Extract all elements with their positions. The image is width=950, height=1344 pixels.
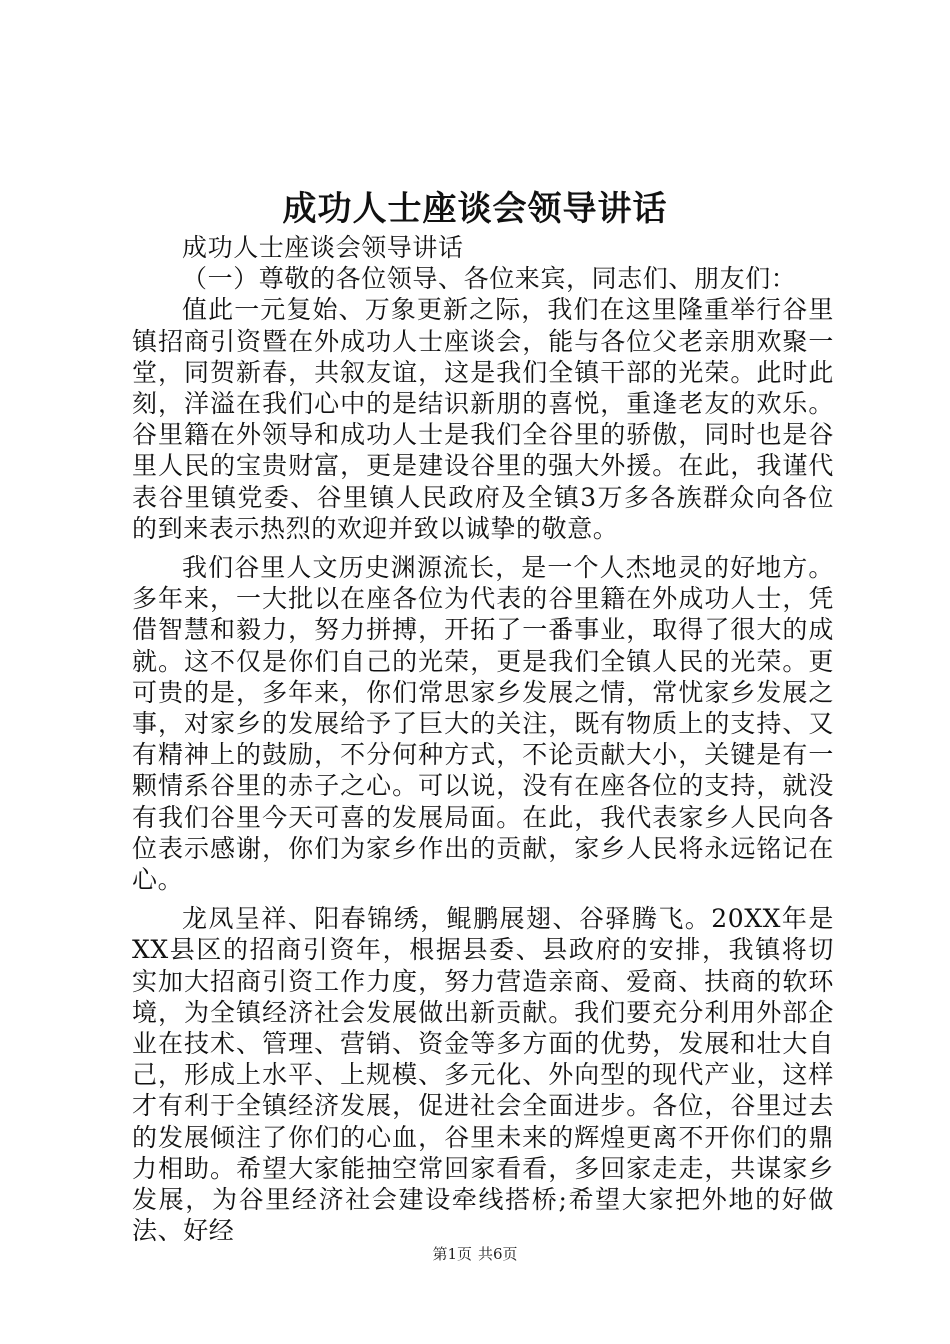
paragraph-welcome: 值此一元复始、万象更新之际，我们在这里隆重举行谷里镇招商引资暨在外成功人士座谈会，能与各位父老亲朋欢聚一堂，同贺新春，共叙友谊，这是我们全镇干部的光荣。此时此刻，洋溢在我们心中的是结识新朋的喜悦，重逢老友的欢乐。谷里籍在外领导和成功人士是我们全谷里的骄傲，同时也是谷里人民的宝贵财富，更是建设谷里的强大外援。在此，我谨代表谷里镇党委、谷里镇人民政府及全镇3万多各族群众向各位的到来表示热烈的欢迎并致以诚挚的敬意。: [132, 295, 834, 543]
page-total: 共6页: [478, 1245, 518, 1263]
document-body: [132, 232, 834, 1247]
paragraph-thanks: 我们谷里人文历史渊源流长，是一个人杰地灵的好地方。多年来，一大批以在座各位为代表的谷里籍在外成功人士，凭借智慧和毅力，努力拼搏，开拓了一番事业，取得了很大的成就。这不仅是你们自己的光荣，更是我们全镇人民的光荣。更可贵的是，多年来，你们常思家乡发展之情，常忧家乡发展之事，对家乡的发展给予了巨大的关注，既有物质上的支持、又有精神上的鼓励，不分何种方式，不论贡献大小，关键是有一颗情系谷里的赤子之心。可以说，没有在座各位的支持，就没有我们谷里今天可喜的发展局面。在此，我代表家乡人民向各位表示感谢，你们为家乡作出的贡献，家乡人民将永远铭记在心。: [132, 553, 834, 895]
paragraph-salutation: （一）尊敬的各位领导、各位来宾，同志们、朋友们：: [182, 264, 797, 294]
paragraph-outlook: 龙凤呈祥、阳春锦绣，鲲鹏展翅、谷驿腾飞。20XX年是XX县区的招商引资年，根据县委、县政府的安排，我镇将切实加大招商引资工作力度，努力营造亲商、爱商、扶商的软环境，为全镇经济社会发展做出新贡献。我们要充分利用外部企业在技术、管理、营销、资金等多方面的优势，发展和壮大自己，形成上水平、上规模、多元化、外向型的现代产业，这样才有利于全镇经济发展，促进社会全面进步。各位，谷里过去的发展倾注了你们的心血，谷里未来的辉煌更离不开你们的鼎力相助。希望大家能抽空常回家看看，多回家走走，共谋家乡发展，为谷里经济社会建设牵线搭桥;希望大家把外地的好做法、好经: [132, 904, 834, 1246]
page-footer: [0, 1244, 950, 1264]
page-number: 第1页: [432, 1245, 472, 1263]
paragraph-subtitle: 成功人士座谈会领导讲话: [182, 233, 464, 262]
document-title: 成功人士座谈会领导讲话: [282, 189, 668, 229]
